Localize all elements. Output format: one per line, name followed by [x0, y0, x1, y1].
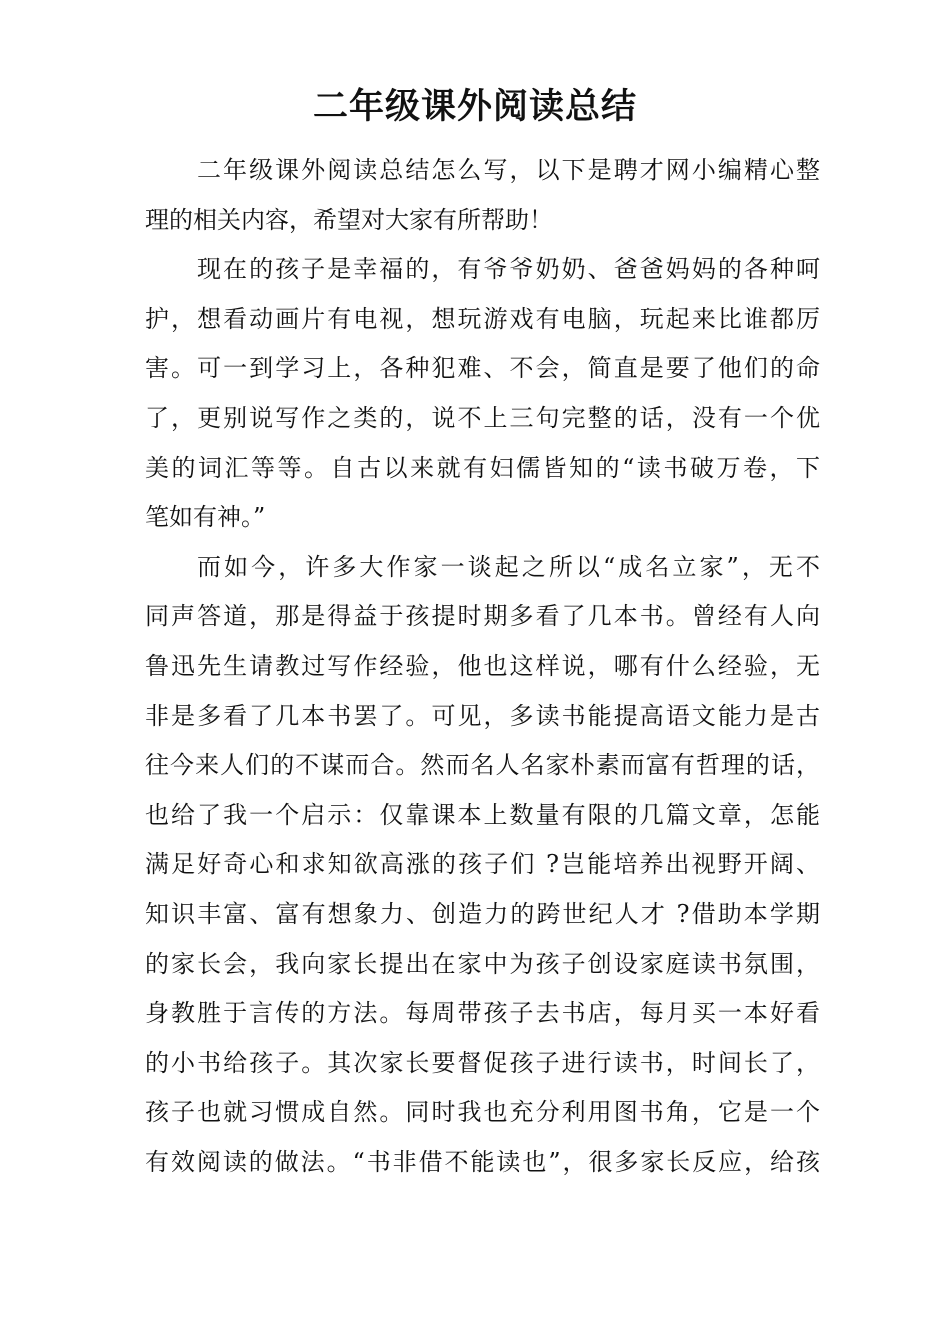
text-line: 现在的孩子是幸福的，有爷爷奶奶、爸爸妈妈的各种呵 [197, 255, 820, 284]
text-line: 二年级课外阅读总结怎么写，以下是聘才网小编精心整 [197, 156, 820, 184]
document-title: 二年级课外阅读总结 [312, 87, 637, 127]
text-line: 往今来人们的不谋而合。然而名人名家朴素而富有哲理的话， [145, 751, 820, 780]
text-line: 了，更别说写作之类的，说不上三句完整的话，没有一个优 [145, 403, 820, 432]
text-line: 害。可一到学习上，各种犯难、不会，简直是要了他们的命 [145, 354, 820, 383]
text-line: 笔如有神。” [145, 503, 266, 532]
text-line: 同声答道，那是得益于孩提时期多看了几本书。曾经有人向 [145, 602, 820, 631]
text-line: 的小书给孩子。其次家长要督促孩子进行读书，时间长了， [145, 1048, 820, 1077]
text-line: 非是多看了几本书罢了。可见，多读书能提高语文能力是古 [145, 701, 820, 730]
text-line: 身教胜于言传的方法。每周带孩子去书店，每月买一本好看 [145, 999, 820, 1028]
text-line: 美的词汇等等。自古以来就有妇儒皆知的“读书破万卷，下 [145, 453, 820, 482]
text-line: 的家长会，我向家长提出在家中为孩子创设家庭读书氛围， [145, 949, 820, 978]
text-line: 满足好奇心和求知欲高涨的孩子们 ?岂能培养出视野开阔、 [145, 850, 820, 879]
document-body [145, 146, 820, 1187]
text-line: 知识丰富、富有想象力、创造力的跨世纪人才 ?借助本学期 [145, 899, 820, 928]
text-line: 有效阅读的做法。“书非借不能读也”，很多家长反应，给孩 [145, 1147, 820, 1176]
text-line: 鲁迅先生请教过写作经验，他也这样说，哪有什么经验，无 [145, 651, 820, 680]
text-line: 孩子也就习惯成自然。同时我也充分利用图书角，它是一个 [145, 1098, 820, 1127]
text-line: 而如今，许多大作家一谈起之所以“成名立家”，无不 [197, 552, 820, 581]
text-line: 理的相关内容，希望对大家有所帮助！ [145, 205, 553, 234]
text-line: 也给了我一个启示：仅靠课本上数量有限的几篇文章，怎能 [145, 800, 820, 829]
text-line: 护，想看动画片有电视，想玩游戏有电脑，玩起来比谁都厉 [145, 304, 820, 333]
